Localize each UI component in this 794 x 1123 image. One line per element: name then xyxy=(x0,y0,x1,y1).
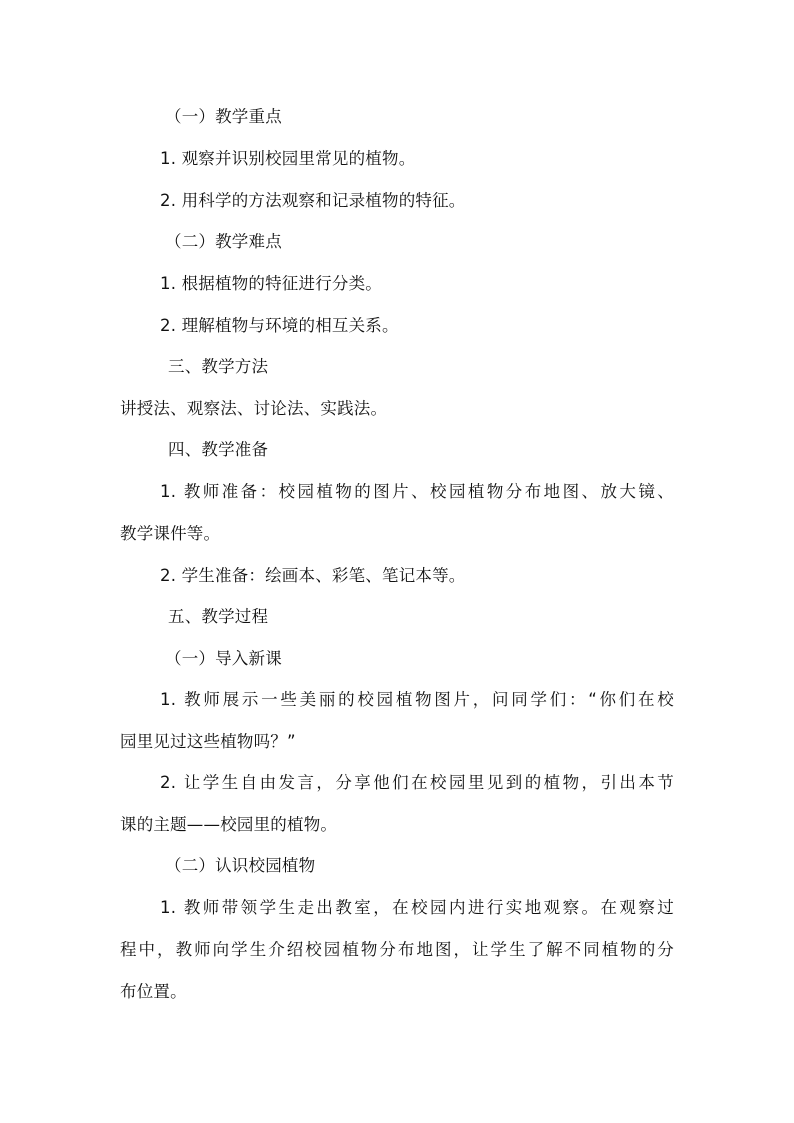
subheading-know-campus-plants: （二）认识校园植物 xyxy=(165,856,316,875)
preparation-item-1-line-2: 教学课件等。 xyxy=(120,524,221,543)
heading-teaching-process: 五、教学过程 xyxy=(168,607,269,626)
preparation-item-1-line-1: 1. 教师准备：校园植物的图片、校园植物分布地图、放大镜、 xyxy=(160,482,674,501)
heading-teaching-methods: 三、教学方法 xyxy=(168,357,269,376)
intro-item-2-line-1: 2. 让学生自由发言，分享他们在校园里见到的植物，引出本节 xyxy=(160,773,674,792)
focus-item-2: 2. 用科学的方法观察和记录植物的特征。 xyxy=(160,191,466,210)
plants-item-1-line-2: 程中，教师向学生介绍校园植物分布地图，让学生了解不同植物的分 xyxy=(120,940,674,959)
intro-item-2-line-2: 课的主题——校园里的植物。 xyxy=(120,815,338,834)
plants-item-1-line-3: 布位置。 xyxy=(120,982,187,1001)
subheading-teaching-focus: （一）教学重点 xyxy=(165,107,282,126)
subheading-introduction: （一）导入新课 xyxy=(165,649,282,668)
preparation-item-2: 2. 学生准备：绘画本、彩笔、笔记本等。 xyxy=(160,566,466,585)
subheading-teaching-difficulty: （二）教学难点 xyxy=(165,232,282,251)
intro-item-1-line-2: 园里见过这些植物吗？” xyxy=(120,732,296,751)
plants-item-1-line-1: 1. 教师带领学生走出教室，在校园内进行实地观察。在观察过 xyxy=(160,898,674,917)
difficulty-item-1: 1. 根据植物的特征进行分类。 xyxy=(160,274,382,293)
focus-item-1: 1. 观察并识别校园里常见的植物。 xyxy=(160,149,416,168)
methods-text: 讲授法、观察法、讨论法、实践法。 xyxy=(120,399,388,418)
heading-teaching-preparation: 四、教学准备 xyxy=(168,440,269,459)
intro-item-1-line-1: 1. 教师展示一些美丽的校园植物图片，问同学们：“你们在校 xyxy=(160,690,674,709)
difficulty-item-2: 2. 理解植物与环境的相互关系。 xyxy=(160,316,399,335)
